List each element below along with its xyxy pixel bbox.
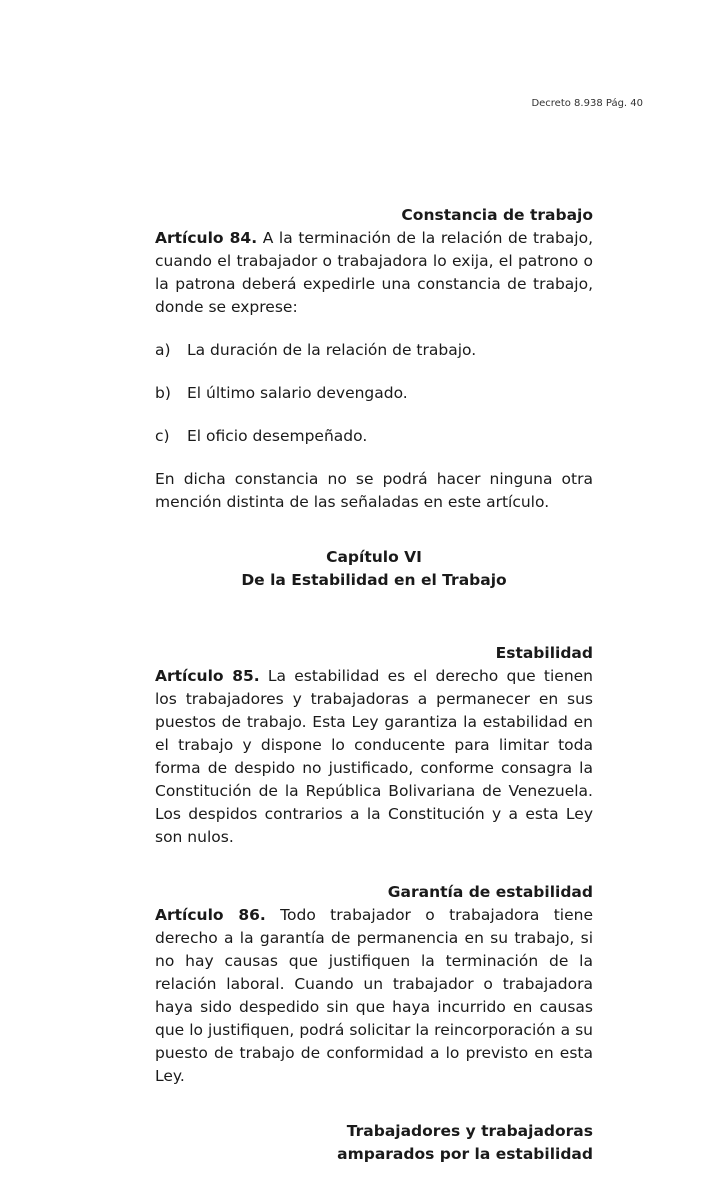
list-item bbox=[155, 382, 593, 405]
next-section-heading-line-2: amparados por la estabilidad bbox=[337, 1145, 593, 1163]
article-85-body: La estabilidad es el derecho que tienen los trabajadores y trabajadoras a permanecer en sus puestos de trabajo. Esta Ley garantiza la estabilidad en el trabajo y dispone lo conducente para limitar toda forma de despido no justificado, conforme consagra la Constitución de la República Bolivariana de Venezuela. Los despidos contrarios a la Constitución y a esta Ley son nulos. bbox=[155, 667, 593, 846]
article-84-paragraph bbox=[155, 227, 593, 319]
article-85-heading: Estabilidad bbox=[495, 644, 593, 662]
article-84-body: A la terminación de la relación de trabajo, cuando el trabajador o trabajadora lo exija, el patrono o la patrona deberá expedirle una constancia de trabajo, donde se exprese: bbox=[155, 229, 594, 316]
next-section-heading-line-1: Trabajadores y trabajadoras bbox=[346, 1122, 593, 1140]
list-item bbox=[155, 339, 593, 362]
article-86-paragraph bbox=[155, 904, 593, 1088]
article-84-label: Artículo 84. bbox=[155, 229, 258, 247]
list-marker: c) bbox=[155, 427, 170, 445]
article-84-closing: En dicha constancia no se podrá hacer ninguna otra mención distinta de las señaladas en este artículo. bbox=[155, 470, 593, 511]
article-86-body: Todo trabajador o trabajadora tiene derecho a la garantía de permanencia en su trabajo, si no hay causas que justifiquen la terminación de la relación laboral. Cuando un trabajador o trabajadora haya sido despedido sin que haya incurrido en causas que lo justifiquen, podrá solicitar la reincorporación a su puesto de trabajo de conformidad a lo previsto en esta Ley. bbox=[155, 906, 594, 1085]
article-85-paragraph bbox=[155, 665, 593, 849]
article-85-label: Artículo 85. bbox=[155, 667, 260, 685]
list-text: La duración de la relación de trabajo. bbox=[187, 341, 477, 359]
list-text: El oficio desempeñado. bbox=[187, 427, 368, 445]
list-marker: b) bbox=[155, 384, 171, 402]
article-84-heading: Constancia de trabajo bbox=[401, 206, 593, 224]
chapter-title: De la Estabilidad en el Trabajo bbox=[241, 571, 507, 589]
article-86-heading: Garantía de estabilidad bbox=[387, 883, 593, 901]
page-content bbox=[155, 204, 593, 1166]
article-86-label: Artículo 86. bbox=[155, 906, 266, 924]
list-item bbox=[155, 425, 593, 448]
list-text: El último salario devengado. bbox=[187, 384, 408, 402]
page-header: Decreto 8.938 Pág. 40 bbox=[531, 98, 643, 109]
list-marker: a) bbox=[155, 341, 171, 359]
chapter-number: Capítulo VI bbox=[326, 548, 422, 566]
